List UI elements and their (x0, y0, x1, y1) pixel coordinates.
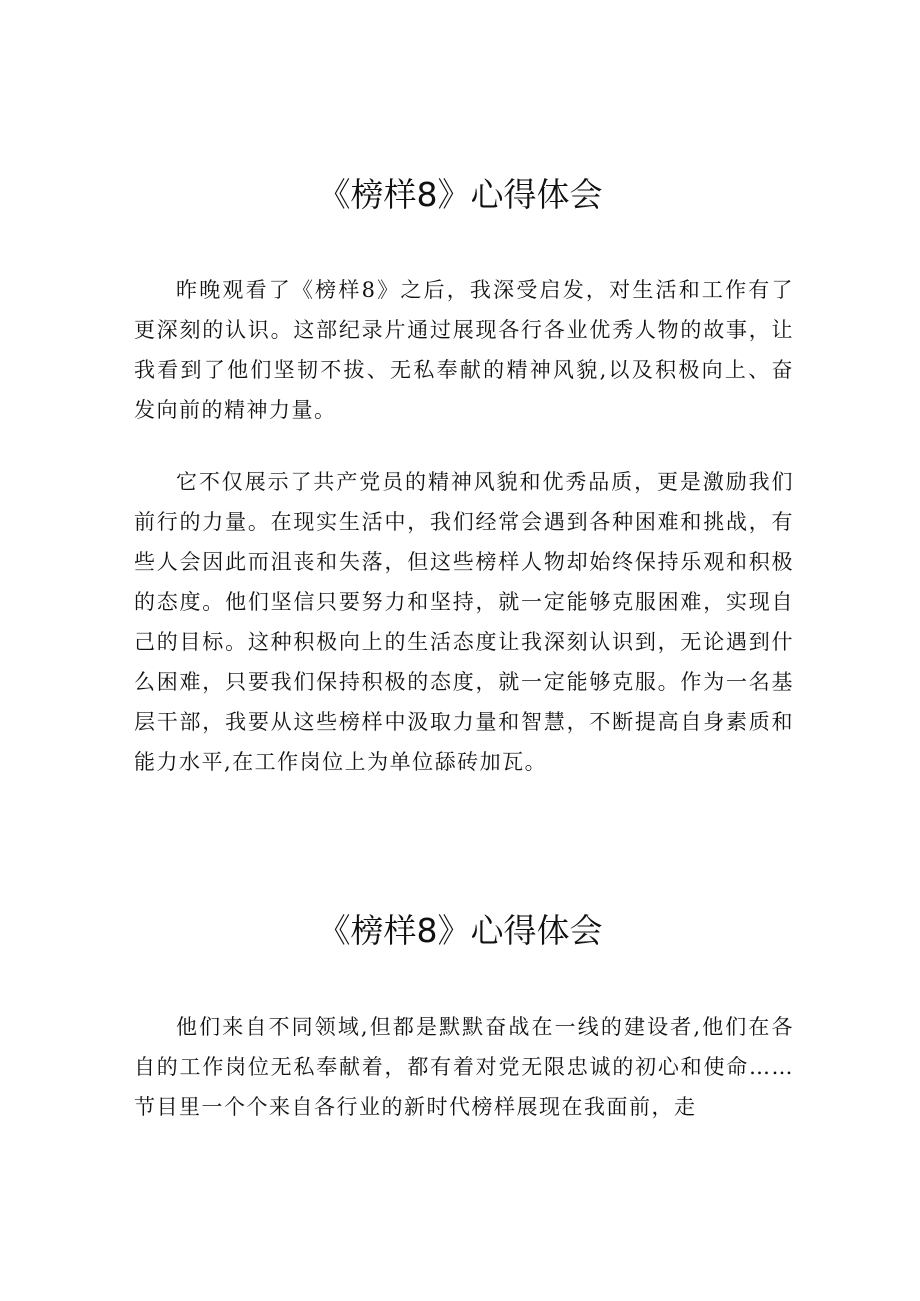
section-1-title: 《榜样8》心得体会 (317, 175, 603, 214)
section-2-paragraph-1: 他们来自不同领域,但都是默默奋战在一线的建设者,他们在各自的工作岗位无私奉献着，都有着对党无限忠诚的初心和使命……节目里一个个来自各行业的新时代榜样展现在我面前，走 (134, 1015, 794, 1119)
section-1-paragraph-2: 它不仅展示了共产党员的精神风貌和优秀品质，更是激励我们前行的力量。在现实生活中，我们经常会遇到各种困难和挑战，有些人会因此而沮丧和失落，但这些榜样人物却始终保持乐观和积极的态度。他们坚信只要努力和坚持，就一定能够克服困难，实现自己的目标。这种积极向上的生活态度让我深刻认识到，无论遇到什么困难，只要我们保持积极的态度，就一定能够克服。作为一名基层干部，我要从这些榜样中汲取力量和智慧，不断提高自身素质和能力水平,在工作岗位上为单位舔砖加瓦。 (134, 470, 794, 774)
section-2-title: 《榜样8》心得体会 (317, 911, 603, 950)
section-1-paragraph-1: 昨晚观看了《榜样8》之后，我深受启发，对生活和工作有了更深刻的认识。这部纪录片通过展现各行各业优秀人物的故事，让我看到了他们坚韧不拔、无私奉献的精神风貌,以及积极向上、奋发向前的精神力量。 (134, 278, 794, 422)
